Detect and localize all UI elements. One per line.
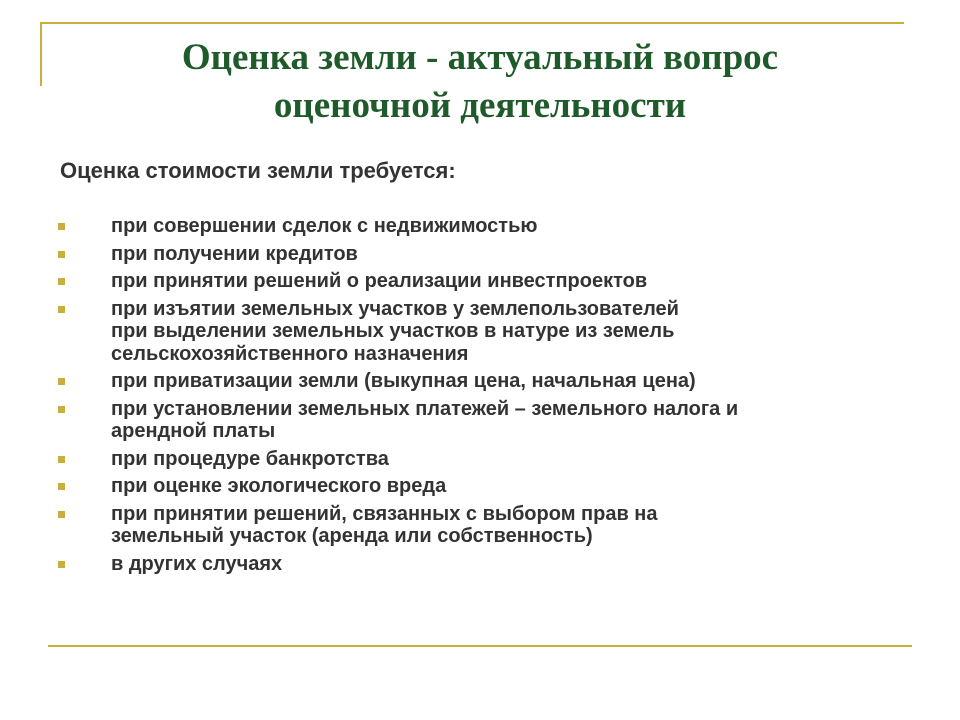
list-item-text: в других случаях [111, 552, 283, 575]
slide-title-line: Оценка земли - актуальный вопрос [181, 37, 779, 78]
square-bullet-icon [58, 483, 65, 490]
list-item-text: сельскохозяйственного назначения [111, 342, 469, 365]
list-item [58, 298, 918, 366]
square-bullet-icon [58, 456, 65, 463]
list-item [58, 503, 918, 548]
list-item-text: при получении кредитов [111, 242, 358, 265]
list-item-text: земельный участок (аренда или собственность) [111, 525, 593, 547]
square-bullet-icon [58, 251, 65, 258]
square-bullet-icon [58, 406, 65, 413]
square-bullet-icon [58, 378, 65, 385]
list-item [58, 398, 918, 443]
left-rule [40, 22, 42, 86]
list-item-text: при выделении земельных участков в натуре из земель [111, 320, 675, 342]
slide-title [60, 34, 900, 130]
list-item [58, 553, 918, 576]
top-rule [40, 22, 904, 24]
square-bullet-icon [58, 306, 65, 313]
list-item [58, 475, 918, 498]
list-item-text: при процедуре банкротства [111, 447, 389, 470]
list-item-text: при принятии решений о реализации инвестпроектов [111, 270, 648, 292]
list-item-text: при совершении сделок с недвижимостью [111, 215, 538, 237]
list-item-text: при оценке экологического вреда [111, 475, 447, 497]
bullet-list [58, 215, 918, 580]
list-item-text: арендной платы [111, 420, 276, 442]
list-item-text: при установлении земельных платежей – земельного налога и [111, 397, 739, 420]
slide-title-line: оценочной деятельности [273, 85, 687, 126]
slide-subtitle: Оценка стоимости земли требуется: [60, 158, 456, 183]
list-item-text: при изъятии земельных участков у землепользователей [111, 297, 679, 320]
list-item-text: при принятии решений, связанных с выбором прав на [111, 502, 658, 525]
square-bullet-icon [58, 511, 65, 518]
list-item [58, 370, 918, 393]
list-item [58, 448, 918, 471]
square-bullet-icon [58, 278, 65, 285]
square-bullet-icon [58, 223, 65, 230]
square-bullet-icon [58, 561, 65, 568]
list-item [58, 215, 918, 238]
list-item-text: при приватизации земли (выкупная цена, начальная цена) [111, 370, 696, 392]
list-item [58, 243, 918, 266]
list-item [58, 270, 918, 293]
bottom-rule [48, 645, 912, 647]
